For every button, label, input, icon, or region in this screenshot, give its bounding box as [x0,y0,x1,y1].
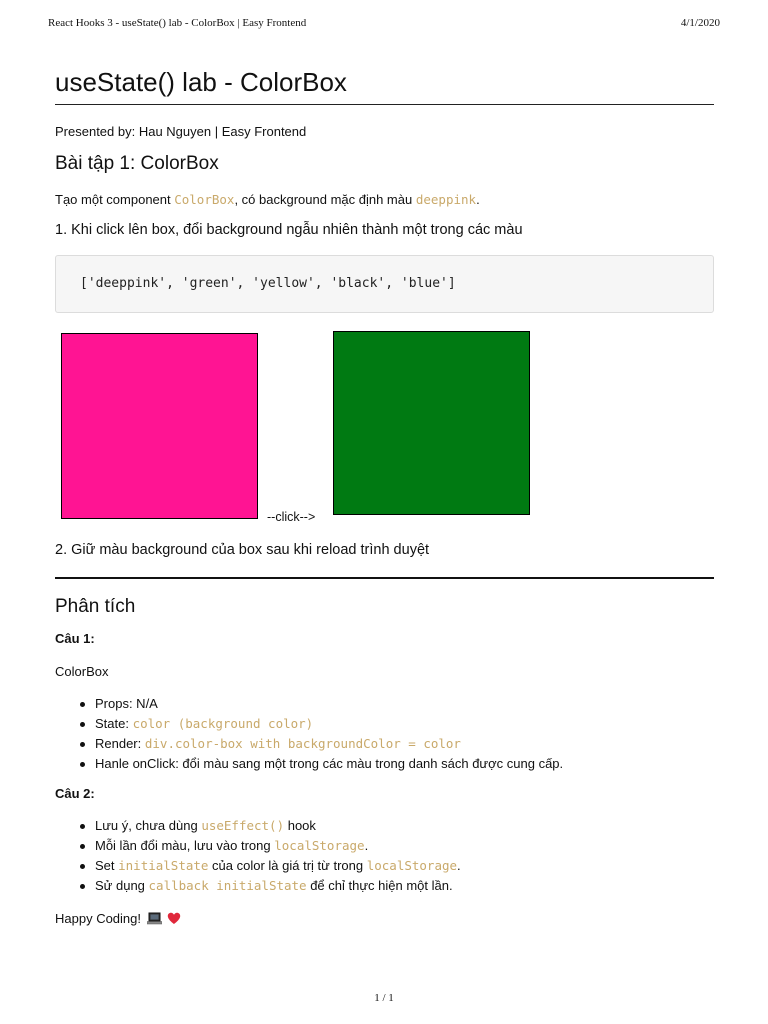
item-code: div.color-box with backgroundColor = color [144,736,461,751]
item-text: . [457,858,461,873]
item-code: localStorage [366,858,458,873]
exercise-heading: Bài tập 1: ColorBox [55,153,219,174]
page-number: 1 / 1 [374,992,394,1004]
q2-list [55,816,714,896]
q1-list [55,694,714,774]
item-text: Render: [95,736,145,751]
item-code: useEffect() [201,818,285,833]
item-text: Sử dụng [95,878,149,893]
question-2-label: Câu 2: [55,786,95,801]
item-text: hook [284,818,316,833]
exercise-intro [55,192,714,208]
section-divider [55,577,714,579]
item-text: Hanle onClick: đổi màu sang một trong các màu trong danh sách được cung cấp. [95,756,564,771]
colorbox-demo [55,333,714,529]
intro-code-deeppink: deeppink [415,192,477,207]
item-text: Mỗi lần đổi màu, lưu vào trong [95,838,275,853]
question-1-label: Câu 1: [55,631,95,646]
intro-text: . [476,192,480,207]
code-block: ['deeppink', 'green', 'yellow', 'black', 'blue'] [55,255,714,313]
closing-line [55,910,714,930]
laptop-icon [147,912,162,930]
step-2: 2. Giữ màu background của box sau khi reload trình duyệt [55,542,430,558]
item-text: Lưu ý, chưa dùng [95,818,202,833]
intro-text: , có background mặc định màu [234,192,416,207]
color-box-after [333,331,530,515]
step-1: 1. Khi click lên box, đổi background ngẫu nhiên thành một trong các màu [55,222,523,238]
item-text: Set [95,858,119,873]
item-text: State: [95,716,133,731]
list-item [95,876,714,896]
list-item [95,836,714,856]
item-text: . [364,838,369,853]
list-item [95,856,714,876]
item-code: initialState [118,858,209,873]
item-code: color (background color) [132,716,314,731]
analysis-heading: Phân tích [55,596,136,617]
list-item [95,714,714,734]
list-item [95,754,714,774]
item-text: của color là giá trị từ trong [208,858,367,873]
doc-title: React Hooks 3 - useState() lab - ColorBox | Easy Frontend [48,17,307,29]
heart-icon [167,912,181,930]
item-code: localStorage [274,838,365,853]
color-box-before [61,333,258,519]
presented-by: Presented by: Hau Nguyen | Easy Frontend [55,124,307,139]
click-arrow-label: --click--> [267,510,316,524]
item-code: callback initialState [148,878,307,893]
print-header [48,17,720,31]
closing-text: Happy Coding! [55,911,141,926]
list-item [95,816,714,836]
list-item [95,734,714,754]
component-name: ColorBox [55,664,109,679]
item-text: để chỉ thực hiện một lần. [306,878,453,893]
print-date: 4/1/2020 [680,17,720,29]
item-text: Props: N/A [95,696,158,711]
intro-code-colorbox: ColorBox [174,192,235,207]
page-title: useState() lab - ColorBox [55,64,714,105]
document-content [55,64,714,930]
intro-text: Tạo một component [55,192,175,207]
list-item [95,694,714,714]
